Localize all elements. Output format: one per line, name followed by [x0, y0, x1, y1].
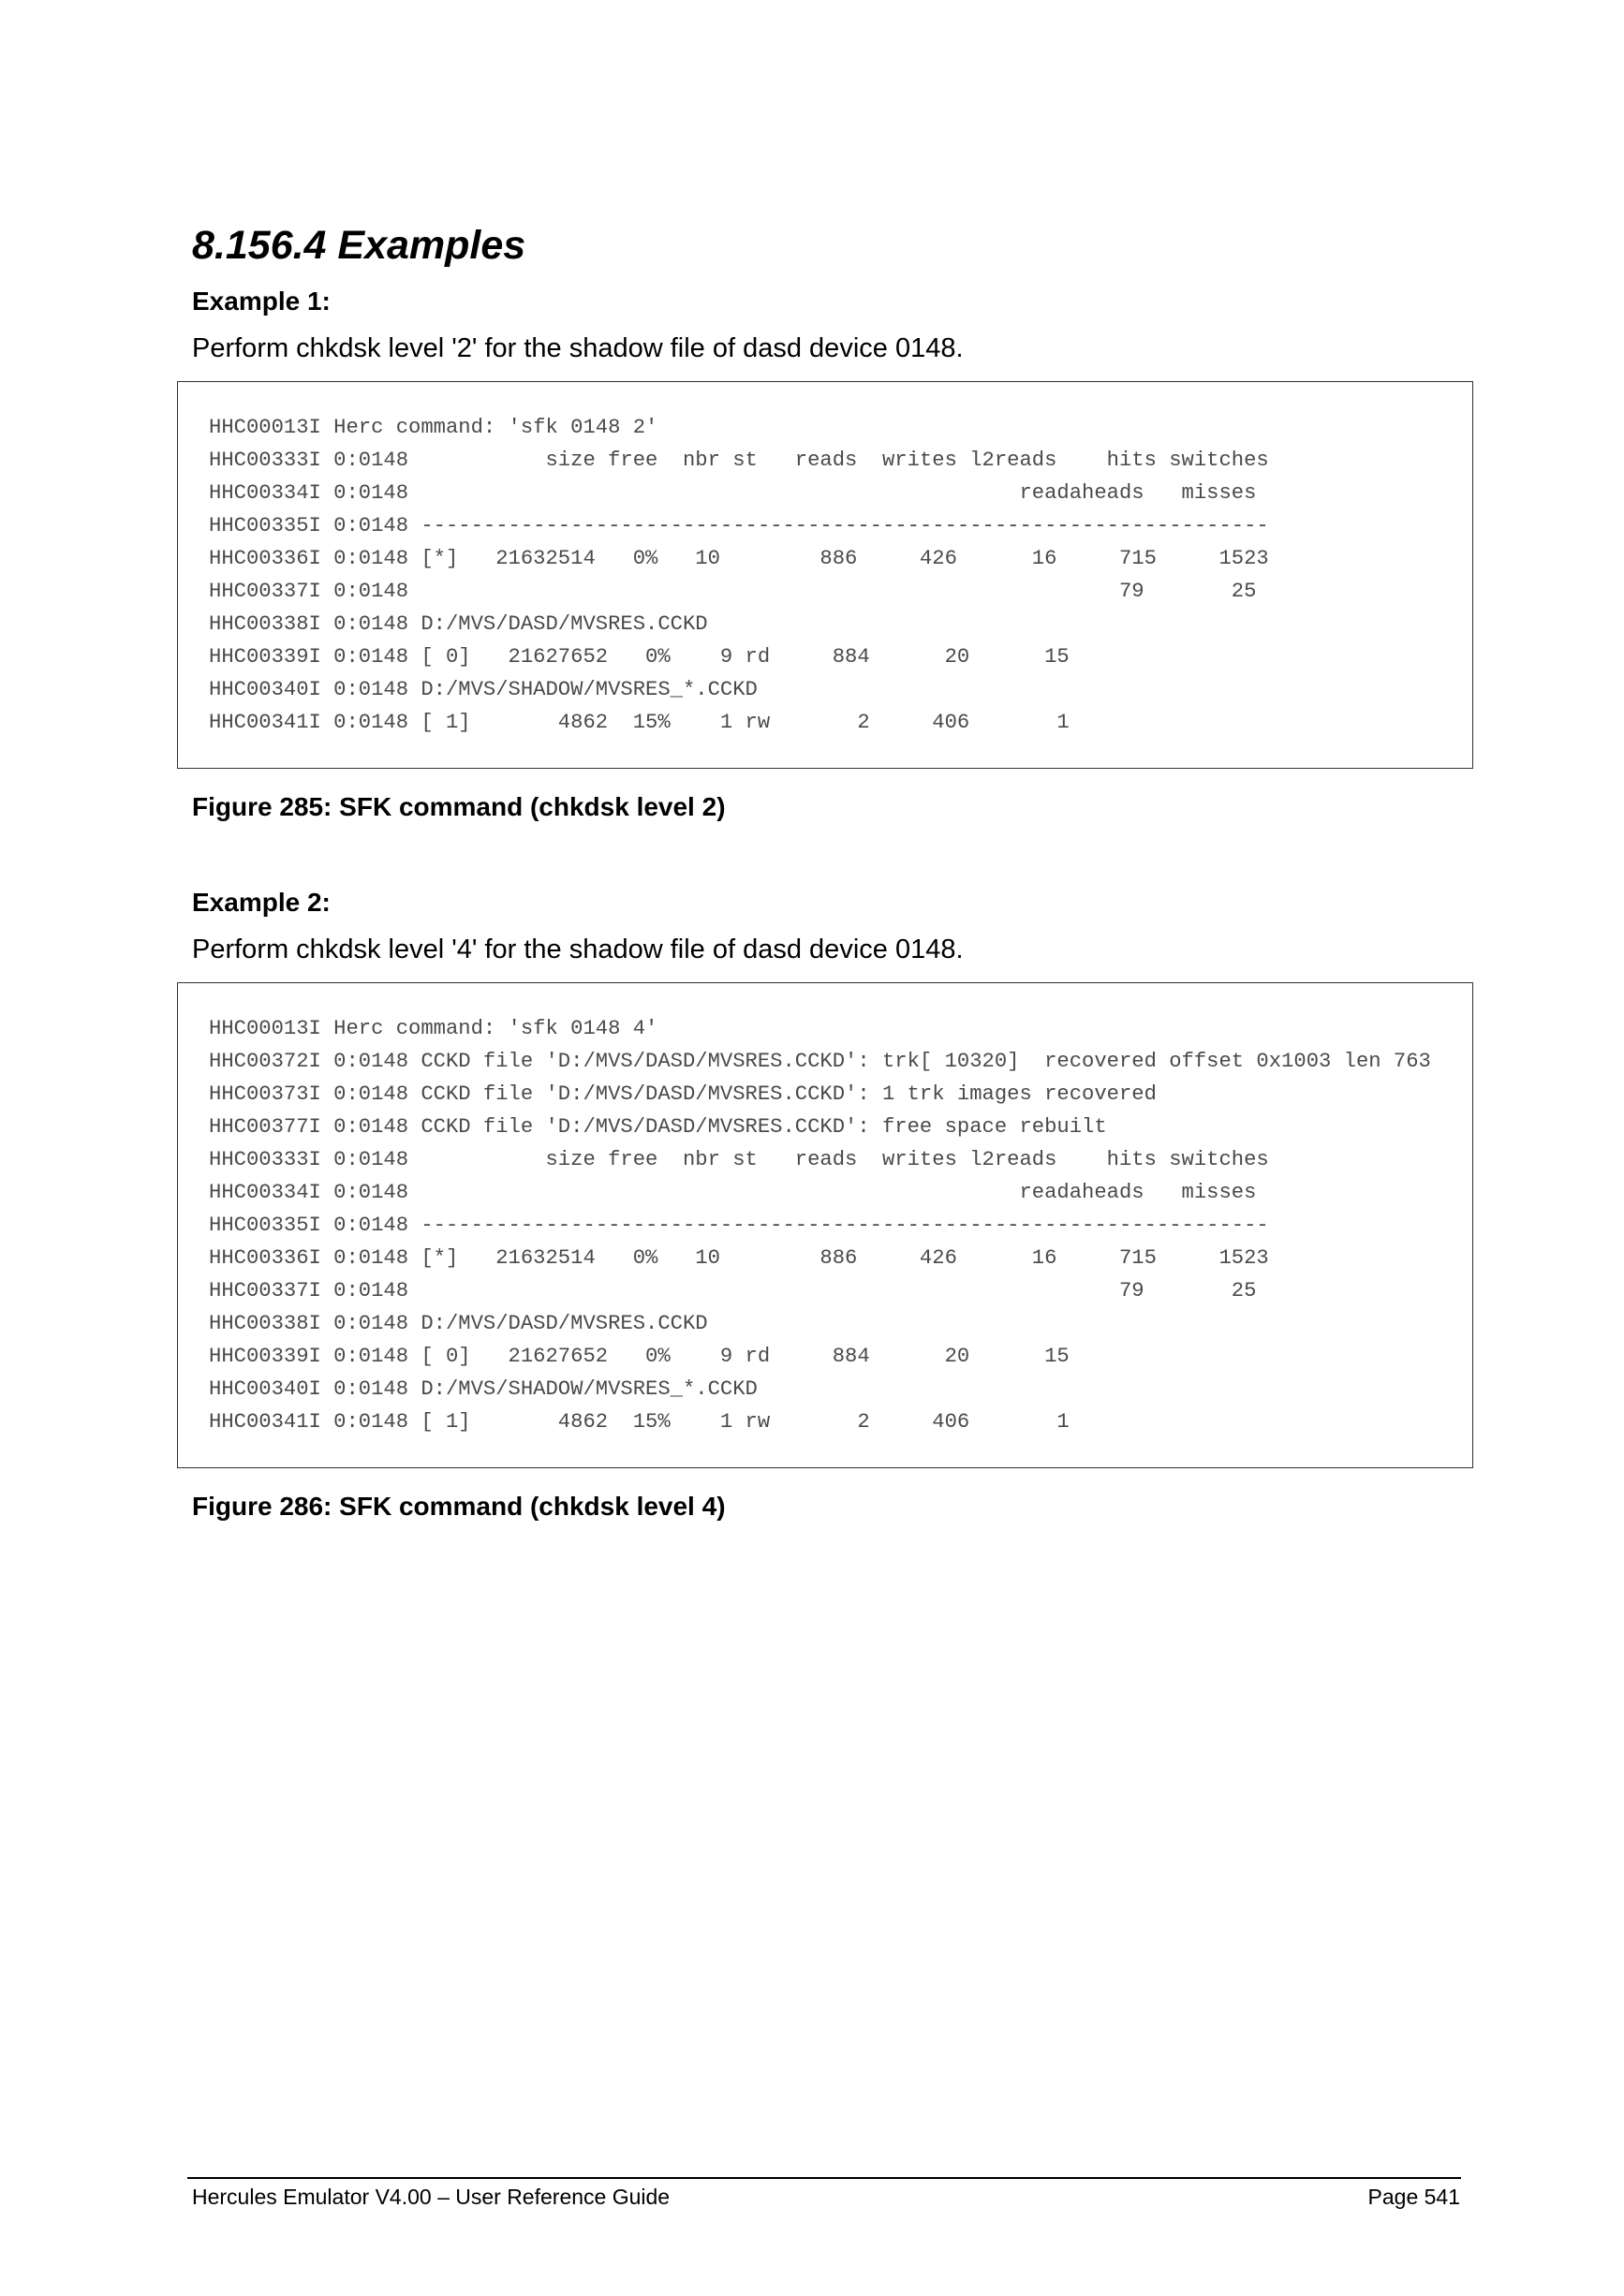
code-line: HHC00335I 0:0148 -------------------------------------------------------------------- — [209, 514, 1269, 537]
code-line: HHC00339I 0:0148 [ 0] 21627652 0% 9 rd 884 20 15 — [209, 1345, 1070, 1368]
code-line: HHC00377I 0:0148 CCKD file 'D:/MVS/DASD/MVSRES.CCKD': free space rebuilt — [209, 1115, 1107, 1139]
code-line: HHC00013I Herc command: 'sfk 0148 2' — [209, 416, 658, 439]
example-1-heading: Example 1: — [192, 287, 331, 316]
code-line: HHC00336I 0:0148 [*] 21632514 0% 10 886 426 16 715 1523 — [209, 547, 1269, 570]
code-line: HHC00013I Herc command: 'sfk 0148 4' — [209, 1017, 658, 1040]
code-line: HHC00373I 0:0148 CCKD file 'D:/MVS/DASD/MVSRES.CCKD': 1 trk images recovered — [209, 1082, 1157, 1106]
example-1-code-lines — [209, 411, 1472, 739]
code-line: HHC00338I 0:0148 D:/MVS/DASD/MVSRES.CCKD — [209, 1312, 708, 1335]
code-line: HHC00340I 0:0148 D:/MVS/SHADOW/MVSRES_*.CCKD — [209, 1377, 758, 1401]
figure-285-caption: Figure 285: SFK command (chkdsk level 2) — [192, 792, 726, 821]
example-1-description: Perform chkdsk level '2' for the shadow file of dasd device 0148. — [192, 333, 964, 363]
code-line: HHC00338I 0:0148 D:/MVS/DASD/MVSRES.CCKD — [209, 612, 708, 636]
code-line: HHC00341I 0:0148 [ 1] 4862 15% 1 rw 2 406 1 — [209, 711, 1070, 734]
code-line: HHC00337I 0:0148 79 25 — [209, 1279, 1257, 1303]
code-line: HHC00337I 0:0148 79 25 — [209, 580, 1257, 603]
code-line: HHC00335I 0:0148 -------------------------------------------------------------------- — [209, 1214, 1269, 1237]
code-line: HHC00333I 0:0148 size free nbr st reads writes l2reads hits switches — [209, 1148, 1269, 1171]
footer-rule — [187, 2177, 1461, 2179]
code-line: HHC00341I 0:0148 [ 1] 4862 15% 1 rw 2 406 1 — [209, 1410, 1070, 1434]
code-line: HHC00334I 0:0148 readaheads misses — [209, 481, 1257, 505]
example-2-heading: Example 2: — [192, 888, 331, 917]
section-title: 8.156.4 Examples — [192, 223, 526, 268]
example-2-code-block — [177, 982, 1473, 1468]
example-2-description: Perform chkdsk level '4' for the shadow file of dasd device 0148. — [192, 935, 964, 964]
footer-title: Hercules Emulator V4.00 – User Reference Guide — [192, 2185, 671, 2209]
code-line: HHC00333I 0:0148 size free nbr st reads writes l2reads hits switches — [209, 449, 1269, 472]
example-2-code-lines — [209, 1012, 1472, 1438]
footer-page-number: Page 541 — [1367, 2185, 1460, 2209]
example-1-code-block — [177, 381, 1473, 769]
code-line: HHC00334I 0:0148 readaheads misses — [209, 1181, 1257, 1204]
code-line: HHC00340I 0:0148 D:/MVS/SHADOW/MVSRES_*.CCKD — [209, 678, 758, 701]
code-line: HHC00336I 0:0148 [*] 21632514 0% 10 886 426 16 715 1523 — [209, 1246, 1269, 1270]
code-line: HHC00372I 0:0148 CCKD file 'D:/MVS/DASD/MVSRES.CCKD': trk[ 10320] recovered offset 0x1003 len 763 — [209, 1050, 1431, 1073]
figure-286-caption: Figure 286: SFK command (chkdsk level 4) — [192, 1492, 726, 1521]
code-line: HHC00339I 0:0148 [ 0] 21627652 0% 9 rd 884 20 15 — [209, 645, 1070, 669]
